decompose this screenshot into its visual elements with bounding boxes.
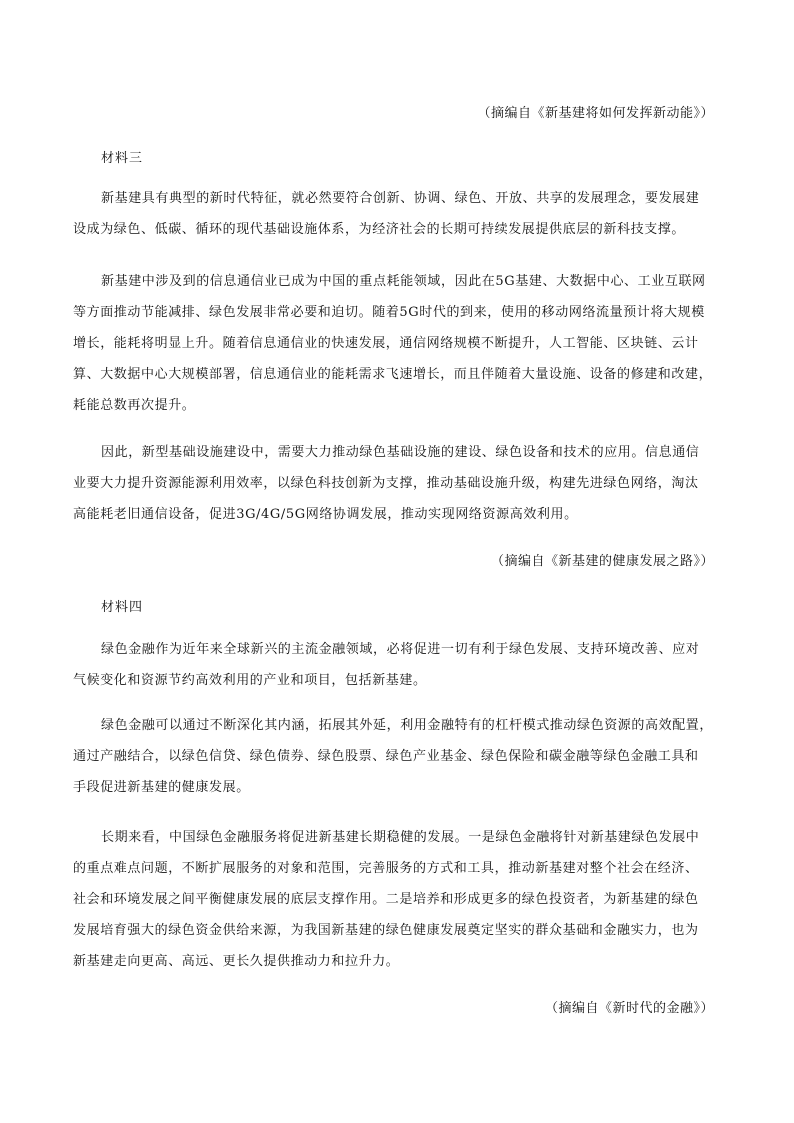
text-line: 气候变化和资源节约高效利用的产业和项目，包括新基建。	[73, 673, 427, 688]
text-line: 等方面推动节能减排、绿色发展非常必要和迫切。随着5G时代的到来，使用的移动网络流量预计将大规模	[73, 305, 705, 320]
text-line: 新基建中涉及到的信息通信业已成为中国的重点耗能领域，因此在5G基建、大数据中心、工业互联网	[101, 274, 706, 289]
text-line: 发展培育强大的绿色资金供给来源，为我国新基建的绿色健康发展奠定坚实的群众基础和金融实力，也为	[73, 923, 699, 938]
material-4-paragraph-3	[73, 822, 719, 977]
text-line: 的重点难点问题，不断扩展服务的对象和范围，完善服务的方式和工具，推动新基建对整个社会在经济、	[73, 861, 699, 876]
text-line: 算、大数据中心大规模部署，信息通信业的能耗需求飞速增长，而且伴随着大量设施、设备的修建和改建，	[73, 367, 713, 382]
text-line: 新基建走向更高、高远、更长久提供推动力和拉升力。	[73, 954, 400, 969]
material-4-paragraph-1	[73, 634, 719, 696]
text-line: 通过产融结合，以绿色信贷、绿色债券、绿色股票、绿色产业基金、绿色保险和碳金融等绿色金融工具和	[73, 749, 699, 764]
text-line: 新基建具有典型的新时代特征，就必然要符合创新、协调、绿色、开放、共享的发展理念，要发展建	[101, 191, 700, 206]
text-line: 社会和环境发展之间平衡健康发展的底层支撑作用。二是培养和形成更多的绿色投资者，为新基建的绿色	[73, 892, 699, 907]
heading-material-4: 材料四	[101, 600, 144, 615]
material-3-paragraph-1	[73, 183, 719, 245]
text-line: 高能耗老旧通信设备，促进3G/4G/5G网络协调发展，推动实现网络资源高效利用。	[73, 507, 578, 522]
source-citation-1: （摘编自《新基建将如何发挥新动能》）	[477, 106, 714, 121]
source-citation-3: （摘编自《新时代的金融》）	[544, 1001, 714, 1016]
material-3-paragraph-3	[73, 437, 719, 530]
text-line: 设成为绿色、低碳、循环的现代基础设施体系，为经济社会的长期可持续发展提供底层的新科技支撑。	[73, 222, 686, 237]
text-line: 耗能总数再次提升。	[73, 398, 196, 413]
text-line: 绿色金融可以通过不断深化其内涵，拓展其外延，利用金融特有的杠杆模式推动绿色资源的高效配置，	[101, 718, 714, 733]
heading-material-3: 材料三	[101, 151, 144, 166]
text-line: 长期来看，中国绿色金融服务将促进新基建长期稳健的发展。一是绿色金融将针对新基建绿色发展中	[101, 830, 700, 845]
text-line: 手段促进新基建的健康发展。	[73, 780, 250, 795]
text-line: 业要大力提升资源能源利用效率，以绿色科技创新为支撑，推动基础设施升级，构建先进绿色网络，淘汰	[73, 476, 699, 491]
source-citation-2: （摘编自《新基建的健康发展之路》）	[490, 554, 714, 569]
text-line: 绿色金融作为近年来全球新兴的主流金融领域，必将促进一切有利于绿色发展、支持环境改善、应对	[101, 642, 700, 657]
text-line: 增长，能耗将明显上升。随着信息通信业的快速发展，通信网络规模不断提升，人工智能、区块链、云计	[73, 336, 699, 351]
material-4-paragraph-2	[73, 710, 719, 803]
material-3-paragraph-2	[73, 266, 719, 421]
text-line: 因此，新型基础设施建设中，需要大力推动绿色基础设施的建设、绿色设备和技术的应用。信息通信	[101, 445, 700, 460]
